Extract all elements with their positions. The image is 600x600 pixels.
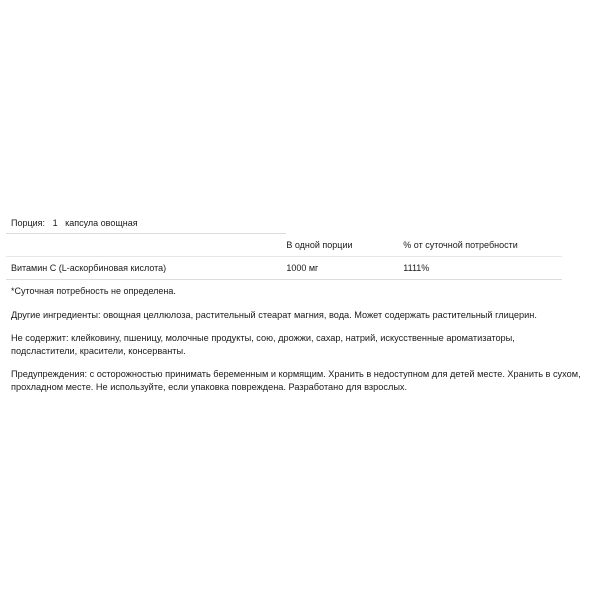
table-row <box>6 257 562 280</box>
serving-size <box>6 212 286 234</box>
supplement-facts-panel <box>6 212 592 394</box>
product-notes <box>6 309 581 394</box>
warnings-text: Предупреждения: с осторожностью принимать беременным и кормящим. Хранить в недоступном для детей месте. Хранить в сухом, прохладном месте. Не используйте, если упаковка повреждена. Разработано для взрослых. <box>11 369 581 392</box>
supplement-facts-table <box>6 212 562 302</box>
free-from-text: Не содержит: клейковину, пшеницу, молочные продукты, сою, дрожжи, сахар, натрий, искусственные ароматизаторы, подсластители, красители, консерванты. <box>11 333 515 356</box>
serving-unit: капсула овощная <box>65 217 138 228</box>
table-header-row <box>6 234 562 257</box>
header-per-serving: В одной порции <box>286 234 403 257</box>
daily-value-footnote: *Суточная потребность не определена. <box>11 286 176 296</box>
nutrient-name: Витамин C (L-аскорбиновая кислота) <box>6 257 286 280</box>
header-daily-value: % от суточной потребности <box>403 234 562 257</box>
serving-amount: 1 <box>52 217 58 228</box>
footnote-row <box>6 280 562 303</box>
serving-row <box>6 212 562 234</box>
nutrient-amount: 1000 мг <box>286 257 403 280</box>
other-ingredients-text: Другие ингредиенты: овощная целлюлоза, растительный стеарат магния, вода. Может содержать растительный глицерин. <box>11 310 537 320</box>
serving-label: Порция: <box>11 217 46 228</box>
nutrient-daily-value: 1111% <box>403 257 562 280</box>
